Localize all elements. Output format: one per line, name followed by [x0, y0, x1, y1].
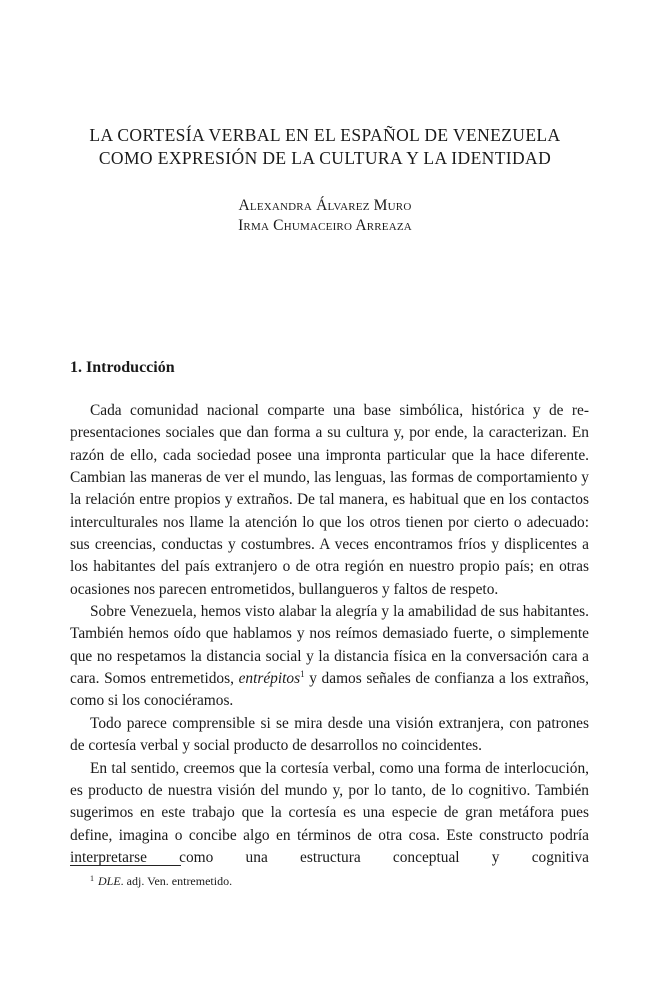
footnote-number: 1 — [90, 874, 94, 883]
author-name: Irma Chumaceiro Arreaza — [238, 217, 412, 234]
article-title-line-2: COMO EXPRESIÓN DE LA CULTURA Y LA IDENTIDAD — [98, 148, 552, 168]
body-text — [70, 400, 589, 869]
article-title-line-1: LA CORTESÍA VERBAL EN EL ESPAÑOL DE VENEZUELA — [89, 125, 561, 145]
section-heading: 1. Introducción — [70, 359, 175, 376]
footnote — [90, 874, 232, 889]
paragraph: Cada comunidad nacional comparte una base simbólica, histórica y de representaciones sociales que dan forma a su cultura y, por ende, la caracterizan. En razón de ello, cada sociedad posee una impronta particular que la hace diferente. Cambian las maneras de ver el mundo, las lenguas, las formas de comportamiento y la relación entre propios y extraños. De tal manera, es habitual que en los contactos interculturales nos llame la atención lo que los otros tienen por cierto o adecuado: sus creencias, conductas y costumbres. A veces encontramos fríos y displicentes a los habitantes del país extranjero o de otra región en nuestro propio país; en otras ocasiones nos parecen entrometidos, bullangueros y faltos de respeto. — [70, 402, 589, 598]
emphasized-term: entrépitos — [238, 670, 301, 688]
article-title — [60, 124, 590, 170]
paragraph: Todo parece comprensible si se mira desde una visión extranjera, con patrones de cortesía verbal y social producto de desarrollos no coincidentes. — [70, 714, 589, 755]
paragraph-text: Sobre Venezuela, hemos visto alabar la alegría y la amabilidad de sus habitantes. También hemos oído que hablamos y nos reímos demasiado fuerte, o simplemente que no respetamos la distancia social y la distancia física en la conversación cara a cara. Somos entremetidos, — [70, 603, 589, 688]
paragraph: En tal sentido, creemos que la cortesía verbal, como una forma de interlocución, es producto de nuestra visión del mundo y, por lo tanto, de lo cognitivo. También sugerimos en este trabajo que la cortesía es una especie de gran metáfora pues define, imagina o concibe algo en términos de otra cosa. Este constructo podría interpretarse como una estructura conceptual y cognitiva — [70, 759, 589, 866]
footnote-divider — [70, 865, 181, 866]
paragraph-text: y damos señales de confianza a los extraños, como si los conociéramos. — [70, 670, 589, 710]
footnote-source: DLE — [98, 874, 121, 888]
author-name: Alexandra Álvarez Muro — [238, 197, 412, 214]
footnote-reference[interactable]: 1 — [300, 669, 305, 680]
footnote-text: . adj. Ven. entremetido. — [120, 874, 233, 888]
paragraph — [70, 601, 589, 713]
author-list — [60, 196, 590, 236]
